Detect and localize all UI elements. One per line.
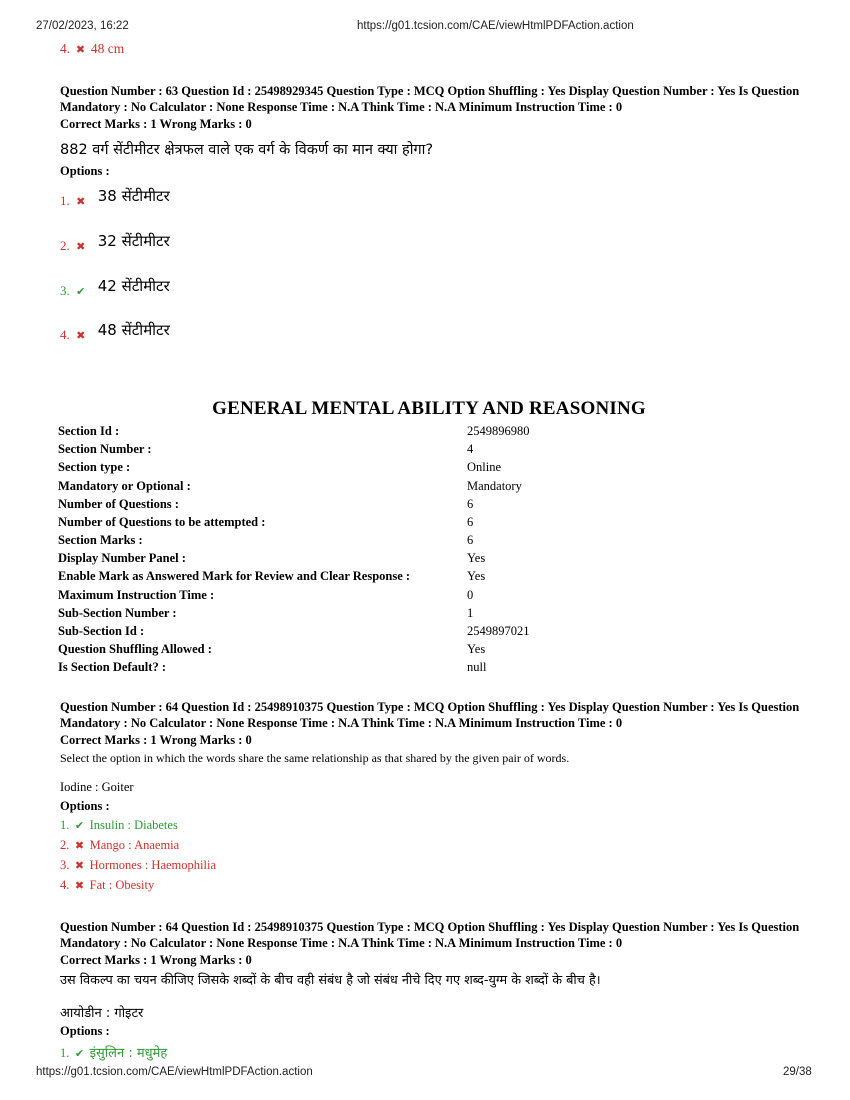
page-number: 29/38 <box>783 1066 812 1078</box>
option-1 <box>60 186 170 209</box>
section-value: Online <box>467 460 502 474</box>
section-key: Section type : <box>58 460 131 474</box>
section-value: Mandatory <box>467 479 522 493</box>
question-text: 882 वर्ग सेंटीमीटर क्षेत्रफल वाले एक वर्ग के विकर्ण का मान क्या होगा? <box>60 142 434 158</box>
section-key: Section Id : <box>58 424 120 438</box>
section-key: Number of Questions to be attempted : <box>58 515 266 529</box>
check-icon: ✔ <box>74 820 85 832</box>
option-number: 3. <box>60 283 70 298</box>
section-title: GENERAL MENTAL ABILITY AND REASONING <box>212 398 646 419</box>
option-number: 2. <box>60 238 70 253</box>
option-text: 48 सेंटीमीटर <box>97 321 170 339</box>
option-4 <box>60 320 170 343</box>
question-meta: Question Number : 64 Question Id : 25498910375 Question Type : MCQ Option Shuffling : Yes Display Question Number : Yes Is Question Mandatory : No Calculator : None Response Time : N.A Think Time : N.A Minimum Instruction Time : 0 <box>60 700 800 730</box>
question-meta: Question Number : 63 Question Id : 25498929345 Question Type : MCQ Option Shuffling : Yes Display Question Number : Yes Is Question Mandatory : No Calculator : None Response Time : N.A Think Time : N.A Minimum Instruction Time : 0 <box>60 84 800 114</box>
section-row <box>58 515 818 533</box>
option-2 <box>60 231 170 254</box>
question-instruction: Select the option in which the words share the same relationship as that shared by the given pair of words. <box>60 751 570 765</box>
cross-icon: ✖ <box>74 840 85 852</box>
section-key: Is Section Default? : <box>58 660 166 674</box>
section-value: 6 <box>467 497 474 511</box>
option-number: 2. <box>60 838 70 852</box>
option-1 <box>60 818 178 833</box>
question-meta: Question Number : 64 Question Id : 25498910375 Question Type : MCQ Option Shuffling : Yes Display Question Number : Yes Is Question Mandatory : No Calculator : None Response Time : N.A Think Time : N.A Minimum Instruction Time : 0 <box>60 920 800 950</box>
option-number: 1. <box>60 193 70 208</box>
option-text: 32 सेंटीमीटर <box>97 232 170 250</box>
section-row <box>58 479 818 497</box>
cross-icon: ✖ <box>76 330 86 342</box>
section-row <box>58 642 818 660</box>
option-text: Hormones : Haemophilia <box>89 858 216 872</box>
cross-icon: ✖ <box>74 860 85 872</box>
section-row <box>58 460 818 478</box>
option-number: 4. <box>60 41 71 56</box>
section-key: Section Number : <box>58 442 152 456</box>
section-value: null <box>467 660 487 674</box>
option-text: Mango : Anaemia <box>89 838 180 852</box>
print-url: https://g01.tcsion.com/CAE/viewHtmlPDFAction.action <box>357 20 634 32</box>
section-value: 4 <box>467 442 474 456</box>
cross-icon: ✖ <box>74 880 85 892</box>
option-text: 38 सेंटीमीटर <box>97 187 170 205</box>
section-key: Question Shuffling Allowed : <box>58 642 212 656</box>
check-icon: ✔ <box>76 286 86 298</box>
carry-over-option <box>60 41 124 57</box>
option-3 <box>60 276 170 299</box>
section-value: Yes <box>467 569 486 583</box>
section-value: 6 <box>467 533 474 547</box>
section-row <box>58 588 818 606</box>
option-2 <box>60 838 179 853</box>
option-3 <box>60 858 216 873</box>
print-datetime: 27/02/2023, 16:22 <box>36 20 129 32</box>
question-marks: Correct Marks : 1 Wrong Marks : 0 <box>60 117 252 131</box>
question-marks: Correct Marks : 1 Wrong Marks : 0 <box>60 953 252 967</box>
options-label: Options : <box>60 799 110 813</box>
options-label: Options : <box>60 164 110 178</box>
section-value: 6 <box>467 515 474 529</box>
section-key: Sub-Section Id : <box>58 624 145 638</box>
section-row <box>58 569 818 587</box>
question-instruction: उस विकल्प का चयन कीजिए जिसके शब्दों के बीच वही संबंध है जो संबंध नीचे दिए गए शब्द-युग्म के शब्दों के बीच है। <box>60 973 601 988</box>
check-icon: ✔ <box>74 1048 85 1060</box>
section-value: 2549897021 <box>467 624 530 638</box>
section-value: 1 <box>467 606 474 620</box>
section-key: Display Number Panel : <box>58 551 186 565</box>
cross-icon: ✖ <box>76 241 86 253</box>
section-value: 2549896980 <box>467 424 530 438</box>
option-4 <box>60 878 154 893</box>
option-number: 4. <box>60 327 70 342</box>
option-1 <box>60 1043 167 1061</box>
section-value: Yes <box>467 551 486 565</box>
section-key: Maximum Instruction Time : <box>58 588 215 602</box>
section-row <box>58 424 818 442</box>
section-key: Sub-Section Number : <box>58 606 177 620</box>
section-row <box>58 606 818 624</box>
section-row <box>58 497 818 515</box>
section-key: Section Marks : <box>58 533 143 547</box>
option-text: 42 सेंटीमीटर <box>97 277 170 295</box>
footer-url: https://g01.tcsion.com/CAE/viewHtmlPDFAction.action <box>36 1066 313 1078</box>
option-text: Insulin : Diabetes <box>89 818 178 832</box>
question-word-pair: Iodine : Goiter <box>60 780 134 794</box>
cross-icon: ✖ <box>76 196 86 208</box>
option-number: 3. <box>60 858 70 872</box>
options-label: Options : <box>60 1024 110 1038</box>
option-number: 1. <box>60 1046 70 1060</box>
question-marks: Correct Marks : 1 Wrong Marks : 0 <box>60 733 252 747</box>
section-key: Enable Mark as Answered Mark for Review and Clear Response : <box>58 569 411 583</box>
question-word-pair: आयोडीन : गोइटर <box>60 1006 144 1021</box>
section-value: 0 <box>467 588 474 602</box>
section-row <box>58 442 818 460</box>
section-key: Mandatory or Optional : <box>58 479 191 493</box>
option-text: Fat : Obesity <box>89 878 155 892</box>
option-number: 4. <box>60 878 70 892</box>
section-row <box>58 624 818 642</box>
section-row <box>58 660 818 678</box>
option-number: 1. <box>60 818 70 832</box>
section-value: Yes <box>467 642 486 656</box>
section-row <box>58 551 818 569</box>
cross-icon: ✖ <box>75 44 86 56</box>
section-row <box>58 533 818 551</box>
option-text: 48 cm <box>90 41 125 56</box>
option-text: इंसुलिन : मधुमेह <box>89 1046 168 1061</box>
section-key: Number of Questions : <box>58 497 179 511</box>
